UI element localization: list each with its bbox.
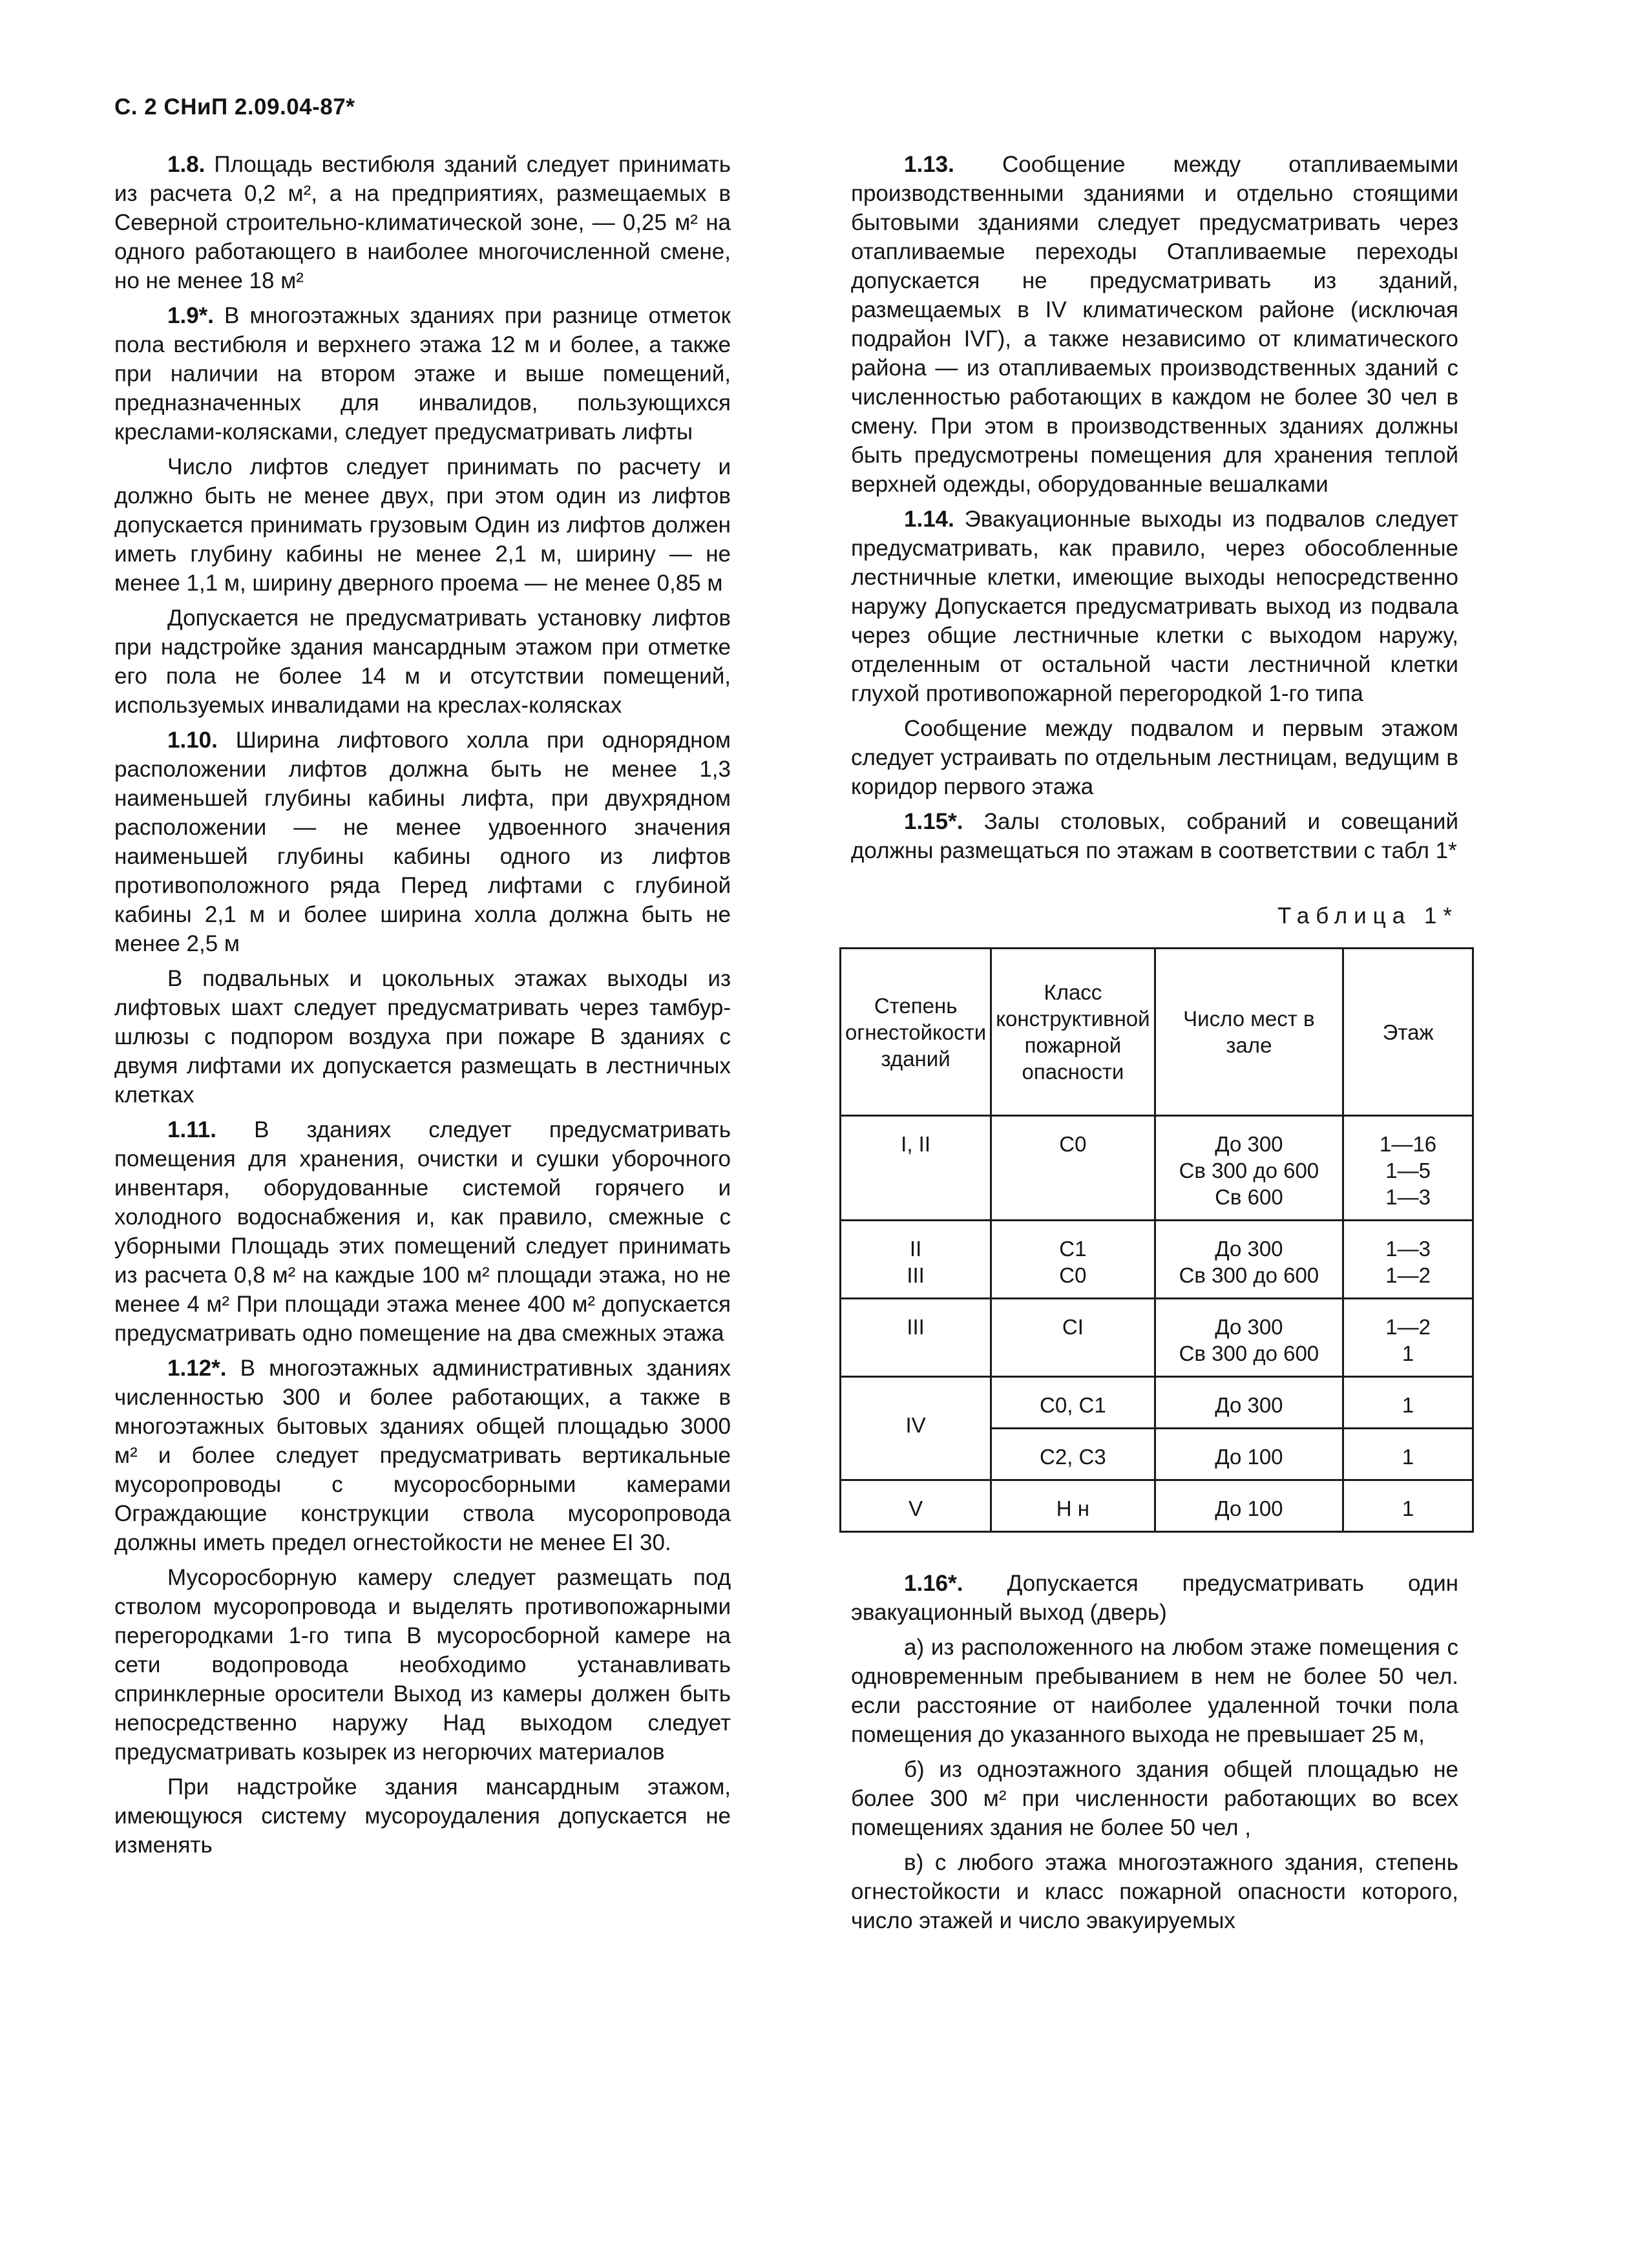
paragraph-text: Сообщение между отапливаемыми производственными зданиями и отдельно стоящими бытовыми зданиями следует предусматривать через отапливаемые переходы Отапливаемые переходы допускается не предусматривать из зданий, размещаемых в IV климатическом районе (исключая подрайон IVГ), а также независимо от климатического района — из отапливаемых производственных зданий с численностью работающих в каждом не более 30 чел в смену. При этом в производственных зданиях должны быть предусмотрены помещения для хранения теплой верхней одежды, оборудованные вешалками (851, 152, 1458, 497)
paragraph-text: Эвакуационные выходы из подвалов следует предусматривать, как правило, через обособленные лестничные клетки, имеющие выходы непосредственно наружу Допускается предусматривать выход из подвала через общие лестничные клетки с выходом наружу, отделенным от остальной части лестничной клетки глухой противопожарной перегородкой 1-го типа (851, 507, 1458, 706)
page-header: С. 2 СНиП 2.09.04-87* (114, 94, 355, 120)
seats-value: Св 600 (1215, 1185, 1283, 1209)
column-header-seats: Число мест в зале (1155, 949, 1343, 1116)
cell-seats (1155, 1116, 1343, 1221)
floor-value: 1—16 (1380, 1132, 1437, 1156)
paragraph-text: В многоэтажных административных зданиях численностью 300 и более работающих, а также в многоэтажных бытовых зданиях общей площадью 3000 м² и более следует предусматривать вертикальные мусоропроводы с мусоросборными камерами Ограждающие конструкции ствола мусоропровода должны иметь предел огнестойкости не менее EI 30. (114, 1356, 731, 1555)
paragraph (114, 1115, 731, 1348)
paragraph (114, 1563, 731, 1767)
paragraph-text: Допускается не предусматривать установку лифтов при надстройке здания мансардным этажом при отметке его пола не более 14 м и отсутствии помещений, используемых инвалидами на креслах-колясках (114, 605, 731, 718)
clause-number: 1.10. (167, 728, 218, 753)
seats-value: До 300 (1215, 1132, 1283, 1156)
paragraph (114, 452, 731, 598)
table-header-row (841, 949, 1473, 1116)
paragraph-text: В подвальных и цокольных этажах выходы из лифтовых шахт следует предусматривать через тамбур-шлюзы с подпором воздуха при пожаре В зданиях с двумя лифтами их допускается размещать в лестничных клетках (114, 966, 731, 1108)
table-row (841, 1299, 1473, 1377)
paragraph (851, 1633, 1458, 1749)
seats-value: Св 300 до 600 (1179, 1159, 1319, 1182)
cell-class: Н н (991, 1480, 1155, 1532)
seats-value: До 300 (1215, 1315, 1283, 1339)
paragraph-text: а) из расположенного на любом этаже помещения с одновременным пребыванием в нем не более 50 чел. если расстояние от наиболее удаленной точки пола помещения до указанного выхода не превышает 25 м, (851, 1635, 1458, 1747)
table-row (841, 1221, 1473, 1299)
cell-floors: 1 (1343, 1480, 1473, 1532)
floors-table (839, 947, 1474, 1533)
paragraph (851, 505, 1458, 708)
clause-number: 1.8. (167, 152, 205, 177)
paragraph-text: Допускается предусматривать один эвакуационный выход (дверь) (851, 1571, 1458, 1625)
clause-number: 1.16*. (904, 1571, 963, 1596)
column-header-class: Класс конструктивной пожарной опасности (991, 949, 1155, 1116)
paragraph-text: Сообщение между подвалом и первым этажом следует устраивать по отдельным лестницам, ведущим в коридор первого этажа (851, 716, 1458, 799)
paragraph (851, 714, 1458, 801)
paragraph (114, 604, 731, 720)
paragraph (114, 150, 731, 295)
floor-value: 1—3 (1385, 1185, 1431, 1209)
cell-degree: III (841, 1299, 991, 1377)
seats-value: Св 300 до 600 (1179, 1341, 1319, 1365)
cell-degree: V (841, 1480, 991, 1532)
right-column (845, 150, 1458, 1941)
paragraph-text: При надстройке здания мансардным этажом, имеющуюся систему мусороудаления допускается не изменять (114, 1774, 731, 1858)
cell-class: С0, С1 (991, 1377, 1155, 1429)
paragraph (851, 807, 1458, 865)
paragraph (851, 150, 1458, 499)
clause-number: 1.11. (167, 1117, 216, 1142)
cell-floors: 1 (1343, 1377, 1473, 1429)
paragraph (851, 1569, 1458, 1627)
clause-number: 1.9*. (167, 303, 214, 328)
table-row (841, 1116, 1473, 1221)
clause-number: 1.12*. (167, 1356, 227, 1381)
clause-number: 1.14. (904, 507, 954, 532)
floor-value: 1—3 (1385, 1237, 1431, 1261)
paragraph (114, 301, 731, 446)
cell-floors (1343, 1221, 1473, 1299)
clause-number: 1.15*. (904, 809, 963, 834)
cell-floors: 1 (1343, 1429, 1473, 1480)
column-header-degree: Степень огнестойкости зданий (841, 949, 991, 1116)
paragraph (114, 1772, 731, 1860)
cell-seats: До 100 (1155, 1480, 1343, 1532)
cell-seats (1155, 1299, 1343, 1377)
floor-value: 1 (1402, 1341, 1414, 1365)
paragraph-text: Число лифтов следует принимать по расчету и должно быть не менее двух, при этом один из лифтов допускается принимать грузовым Один из лифтов должен иметь глубину кабины не менее 2,1 м, ширину — не менее 1,1 м, ширину дверного проема — не менее 0,85 м (114, 454, 731, 596)
floor-value: 1—2 (1385, 1263, 1431, 1287)
paragraph-text: б) из одноэтажного здания общей площадью не более 300 м² при численности работающих во всех помещениях здания не более 50 чел , (851, 1757, 1458, 1840)
cell-floors (1343, 1116, 1473, 1221)
cell-floors (1343, 1299, 1473, 1377)
table-caption: Таблица 1* (1277, 903, 1458, 929)
clause-number: 1.13. (904, 152, 954, 177)
paragraph-text: Мусоросборную камеру следует размещать под стволом мусоропровода и выделять противопожарными перегородками 1-го типа В мусоросборной камере на сети водопровода необходимо устанавливать спринклерные оросители Выход из камеры должен быть непосредственно наружу Над выходом следует предусматривать козырек из негорючих материалов (114, 1565, 731, 1765)
paragraph-text: В многоэтажных зданиях при разнице отметок пола вестибюля и верхнего этажа 12 м и более, а также при наличии на втором этаже и выше помещений, предназначенных для инвалидов, пользующихся креслами-колясками, следует предусматривать лифты (114, 303, 731, 445)
table-row (841, 1480, 1473, 1532)
paragraph-text: Площадь вестибюля зданий следует принимать из расчета 0,2 м², а на предприятиях, размещаемых в Северной строительно-климатической зоне, — 0,25 м² на одного работающего в наиболее многочисленной смене, но не менее 18 м² (114, 152, 731, 293)
paragraph (114, 726, 731, 958)
paragraph (851, 1755, 1458, 1842)
seats-value: Св 300 до 600 (1179, 1263, 1319, 1287)
paragraph-text: Ширина лифтового холла при однорядном расположении лифтов должна быть не менее 1,3 наименьшей глубины кабины лифта, при двухрядном расположении — не менее удвоенного значения наименьшей глубины кабины одного из лифтов противоположного ряда Перед лифтами с глубиной кабины 2,1 м и более ширина холла должна быть не менее 2,5 м (114, 728, 731, 956)
cell-class: С0 (991, 1116, 1155, 1221)
paragraph-text: В зданиях следует предусматривать помещения для хранения, очистки и сушки уборочного инвентаря, оборудованные системой горячего и холодного водоснабжения и, как правило, смежные с уборными Площадь этих помещений следует принимать из расчета 0,8 м² на каждые 100 м² площади этажа, но не менее 4 м² При площади этажа менее 400 м² допускается предусматривать одно помещение на два смежных этажа (114, 1117, 731, 1346)
paragraph-text: Залы столовых, собраний и совещаний должны размещаться по этажам в соответствии с табл 1* (851, 809, 1458, 863)
cell-seats (1155, 1221, 1343, 1299)
cell-degree: II III (841, 1221, 991, 1299)
cell-class: С1 С0 (991, 1221, 1155, 1299)
column-header-floor: Этаж (1343, 949, 1473, 1116)
cell-degree: I, II (841, 1116, 991, 1221)
seats-value: До 300 (1215, 1237, 1283, 1261)
paragraph (114, 964, 731, 1109)
floor-value: 1—5 (1385, 1159, 1431, 1182)
paragraph-text: в) с любого этажа многоэтажного здания, степень огнестойкости и класс пожарной опасности которого, число этажей и число эвакуируемых (851, 1850, 1458, 1933)
left-column (114, 150, 731, 1865)
cell-seats: До 100 (1155, 1429, 1343, 1480)
paragraph (851, 1848, 1458, 1935)
table-row (841, 1377, 1473, 1429)
cell-degree: IV (841, 1377, 991, 1480)
floor-value: 1—2 (1385, 1315, 1431, 1339)
cell-class: С2, С3 (991, 1429, 1155, 1480)
cell-class: CI (991, 1299, 1155, 1377)
cell-seats: До 300 (1155, 1377, 1343, 1429)
paragraph (114, 1354, 731, 1557)
